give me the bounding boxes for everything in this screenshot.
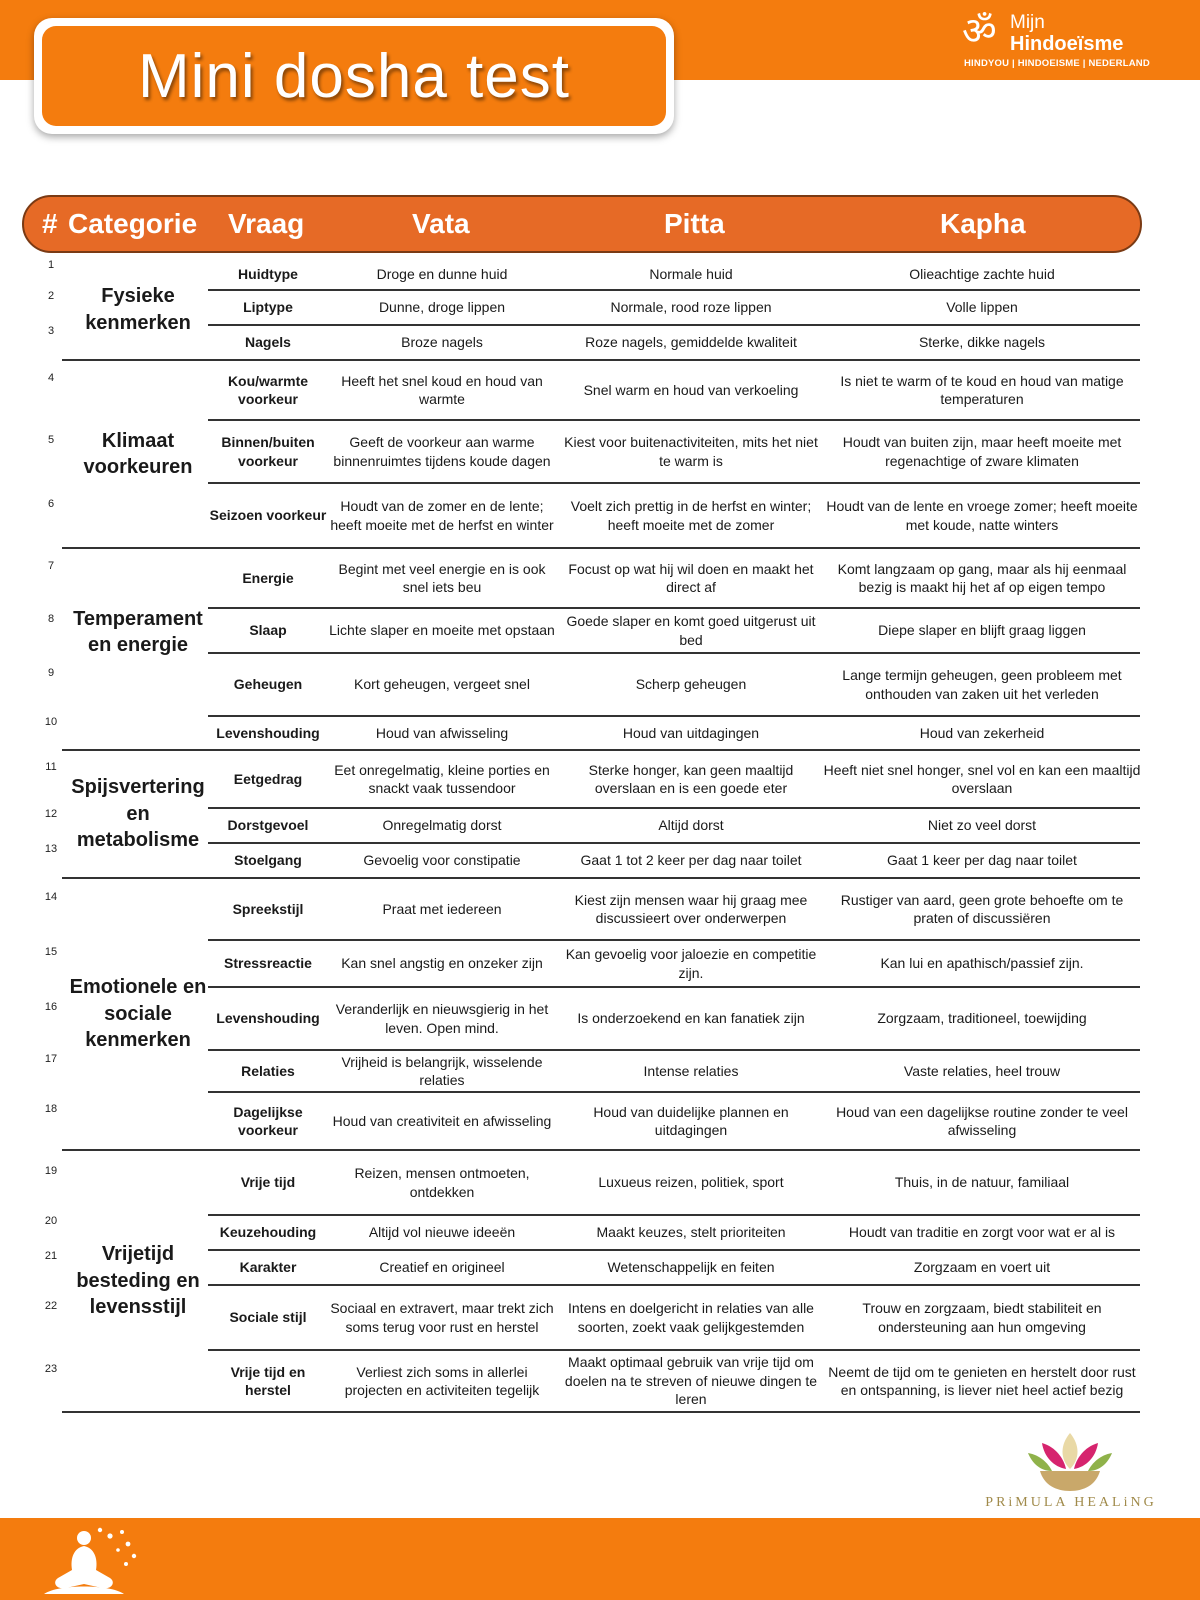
kapha-answer: Lange termijn geheugen, geen probleem met onthouden van zaken uit het verleden <box>842 667 1122 702</box>
question-label: Seizoen voorkeur <box>209 507 327 524</box>
vata-answer: Altijd vol nieuwe ideeën <box>368 1224 516 1241</box>
header-question: Vraag <box>228 208 305 239</box>
bottom-orange-band <box>0 1518 1200 1600</box>
brand-logo <box>962 10 1162 72</box>
header-number: # <box>42 208 58 239</box>
row-number: 20 <box>44 1215 58 1227</box>
kapha-answer: Rustiger van aard, geen grote behoefte om te praten of discussiëren <box>840 891 1124 926</box>
pitta-answer: Sterke honger, kan geen maaltijd overslaan en is een goede eter <box>588 761 794 796</box>
table-header <box>22 195 1142 253</box>
pitta-answer: Roze nagels, gemiddelde kwaliteit <box>585 334 797 351</box>
row-number: 10 <box>44 716 58 728</box>
pitta-answer: Maakt optimaal gebruik van vrije tijd om doelen na te streven of nieuwe dingen te leren <box>564 1354 818 1408</box>
vata-answer: Geeft de voorkeur aan warme binnenruimtes tijdens koude dagen <box>333 434 551 469</box>
category-label: Vrijetijd besteding en levensstijl <box>76 1243 200 1319</box>
kapha-answer: Houdt van de lente en vroege zomer; heeft moeite met koude, natte winters <box>826 498 1138 533</box>
row-number: 5 <box>47 434 55 446</box>
kapha-answer: Zorgzaam en voert uit <box>913 1259 1051 1276</box>
vata-answer: Lichte slaper en moeite met opstaan <box>329 622 555 639</box>
kapha-answer: Olieachtige zachte huid <box>909 266 1055 283</box>
vata-answer: Houd van afwisseling <box>375 724 509 741</box>
title-inner <box>42 26 666 126</box>
vata-answer: Vrijheid is belangrijk, wisselende relaties <box>341 1053 543 1088</box>
brand-subtitle: HINDYOU | HINDOEISME | NEDERLAND <box>964 58 1150 69</box>
row-number: 9 <box>47 667 55 679</box>
question-label: Stressreactie <box>224 955 312 972</box>
vata-answer: Creatief en origineel <box>379 1259 505 1276</box>
pitta-answer: Luxueus reizen, politiek, sport <box>598 1174 784 1191</box>
kapha-answer: Houd van zekerheid <box>919 724 1045 741</box>
question-label: Slaap <box>249 622 287 639</box>
page-title: Mini dosha test <box>138 41 570 111</box>
question-label: Liptype <box>243 299 293 316</box>
vata-answer: Kort geheugen, vergeet snel <box>354 676 530 693</box>
row-number: 13 <box>44 843 58 855</box>
pitta-answer: Altijd dorst <box>658 817 724 834</box>
pitta-answer: Normale, rood roze lippen <box>610 299 772 316</box>
question-label: Keuzehouding <box>219 1224 317 1241</box>
row-number: 2 <box>47 290 55 302</box>
pitta-answer: Houd van uitdagingen <box>622 724 760 741</box>
row-number: 1 <box>47 259 55 271</box>
question-label: Huidtype <box>238 266 298 283</box>
row-number: 16 <box>44 1001 58 1013</box>
question-label: Kou/warmte voorkeur <box>227 372 309 407</box>
category-label: Fysieke kenmerken <box>85 285 191 334</box>
header-category: Categorie <box>68 208 198 239</box>
pitta-answer: Focust op wat hij wil doen en maakt het direct af <box>568 560 814 595</box>
question-label: Geheugen <box>233 676 303 693</box>
pitta-answer: Intens en doelgericht in relaties van alle soorten, zoekt vaak gelijkgestemden <box>568 1300 814 1335</box>
vata-answer: Broze nagels <box>401 334 483 351</box>
pitta-answer: Houd van duidelijke plannen en uitdagingen <box>593 1103 789 1138</box>
vata-answer: Kan snel angstig en onzeker zijn <box>341 955 543 972</box>
row-number: 3 <box>47 325 55 337</box>
category-label: Spijsvertering en metabolisme <box>71 776 205 852</box>
pitta-answer: Gaat 1 tot 2 keer per dag naar toilet <box>580 852 802 869</box>
row-number: 21 <box>44 1250 58 1262</box>
question-label: Karakter <box>239 1259 297 1276</box>
vata-answer: Begint met veel energie en is ook snel iets beu <box>338 560 546 595</box>
pitta-answer: Scherp geheugen <box>635 676 747 693</box>
kapha-answer: Zorgzaam, traditioneel, toewijding <box>877 1010 1087 1027</box>
kapha-answer: Houd van een dagelijkse routine zonder te veel afwisseling <box>836 1103 1128 1138</box>
pitta-answer: Voelt zich prettig in de herfst en winter; heeft moeite met de zomer <box>570 498 812 533</box>
question-label: Spreekstijl <box>232 900 304 917</box>
kapha-answer: Niet zo veel dorst <box>927 817 1037 834</box>
kapha-answer: Volle lippen <box>946 299 1018 316</box>
category-label: Klimaat voorkeuren <box>83 429 193 478</box>
table-row <box>0 716 1200 750</box>
pitta-answer: Goede slaper en komt goed uitgerust uit bed <box>566 613 816 648</box>
question-label: Eetgedrag <box>233 770 303 787</box>
kapha-answer: Sterke, dikke nagels <box>918 334 1046 351</box>
vata-answer: Sociaal en extravert, maar trekt zich soms terug voor rust en herstel <box>330 1300 554 1335</box>
question-label: Dorstgevoel <box>227 817 309 834</box>
vata-answer: Houd van creativiteit en afwisseling <box>332 1112 552 1129</box>
category-label: Emotionele en sociale kenmerken <box>69 976 207 1052</box>
pitta-answer: Is onderzoekend en kan fanatiek zijn <box>577 1010 805 1027</box>
vata-answer: Praat met iedereen <box>382 900 502 917</box>
vata-answer: Droge en dunne huid <box>376 266 508 283</box>
kapha-answer: Heeft niet snel honger, snel vol en kan een maaltijd overslaan <box>823 761 1141 796</box>
om-icon: ॐ <box>962 11 997 53</box>
question-label: Levenshouding <box>216 1010 320 1027</box>
row-number: 8 <box>47 613 55 625</box>
question-label: Dagelijkse voorkeur <box>233 1103 303 1138</box>
row-number: 18 <box>44 1103 58 1115</box>
question-label: Stoelgang <box>234 852 302 869</box>
row-number: 22 <box>44 1300 58 1312</box>
vata-answer: Gevoelig voor constipatie <box>363 852 521 869</box>
question-label: Relaties <box>241 1062 295 1079</box>
brand-line-1: Mijn <box>1010 12 1045 33</box>
primula-healing-logo-text: PRiMULA HEALiNG <box>985 1495 1157 1510</box>
pitta-answer: Wetenschappelijk en feiten <box>607 1259 775 1276</box>
kapha-answer: Houdt van buiten zijn, maar heeft moeite met regenachtige of zware klimaten <box>842 434 1122 469</box>
vata-answer: Heeft het snel koud en houd van warmte <box>341 372 543 407</box>
question-label: Energie <box>242 569 294 586</box>
question-label: Vrije tijd en herstel <box>230 1363 306 1398</box>
kapha-answer: Trouw en zorgzaam, biedt stabiliteit en ondersteuning aan hun omgeving <box>862 1300 1102 1335</box>
kapha-answer: Kan lui en apathisch/passief zijn. <box>880 955 1084 972</box>
vata-answer: Houdt van de zomer en de lente; heeft moeite met de herfst en winter <box>330 498 554 533</box>
category-label: Temperament en energie <box>73 607 203 656</box>
header-vata: Vata <box>412 208 470 239</box>
kapha-answer: Vaste relaties, heel trouw <box>903 1062 1061 1079</box>
pitta-answer: Maakt keuzes, stelt prioriteiten <box>596 1224 786 1241</box>
vata-answer: Verliest zich soms in allerlei projecten en activiteiten tegelijk <box>344 1363 540 1398</box>
kapha-answer: Komt langzaam op gang, maar als hij eenmaal bezig is maakt hij het af op eigen tempo <box>837 560 1127 595</box>
vata-answer: Reizen, mensen ontmoeten, ontdekken <box>354 1165 530 1200</box>
row-divider <box>62 1411 1140 1413</box>
kapha-answer: Is niet te warm of te koud en houd van matige temperaturen <box>840 372 1124 407</box>
kapha-answer: Houdt van traditie en zorgt voor wat er al is <box>848 1224 1116 1241</box>
row-number: 15 <box>44 946 58 958</box>
meditation-figure-icon <box>38 1522 148 1598</box>
question-label: Sociale stijl <box>229 1309 307 1326</box>
row-number: 6 <box>47 498 55 510</box>
pitta-answer: Intense relaties <box>643 1062 739 1079</box>
row-number: 11 <box>45 761 57 773</box>
kapha-answer: Diepe slaper en blijft graag liggen <box>878 622 1086 639</box>
vata-answer: Eet onregelmatig, kleine porties en snackt vaak tussendoor <box>334 761 550 796</box>
kapha-answer: Neemt de tijd om te genieten en herstelt door rust en ontspanning, is liever niet heel actief bezig <box>828 1363 1136 1398</box>
pitta-answer: Snel warm en houd van verkoeling <box>583 381 799 398</box>
title-box <box>34 18 674 134</box>
brand-line-2: Hindoeïsme <box>1010 33 1124 55</box>
question-label: Levenshouding <box>216 724 320 741</box>
row-number: 17 <box>44 1053 58 1065</box>
vata-answer: Veranderlijk en nieuwsgierig in het leven. Open mind. <box>335 1001 549 1036</box>
pitta-answer: Kiest zijn mensen waar hij graag mee discussieert over onderwerpen <box>574 891 808 926</box>
row-number: 19 <box>44 1165 58 1177</box>
question-label: Nagels <box>245 334 291 351</box>
question-label: Vrije tijd <box>240 1174 296 1191</box>
vata-answer: Dunne, droge lippen <box>378 299 506 316</box>
row-number: 12 <box>44 808 58 820</box>
row-number: 23 <box>44 1363 58 1375</box>
header-kapha: Kapha <box>940 208 1026 239</box>
lotus-logo-icon <box>1020 1425 1120 1495</box>
pitta-answer: Normale huid <box>649 266 733 283</box>
header-pitta: Pitta <box>664 208 725 239</box>
kapha-answer: Thuis, in de natuur, familiaal <box>894 1174 1070 1191</box>
kapha-answer: Gaat 1 keer per dag naar toilet <box>887 852 1077 869</box>
vata-answer: Onregelmatig dorst <box>382 817 502 834</box>
row-number: 4 <box>47 372 55 384</box>
pitta-answer: Kiest voor buitenactiviteiten, mits het niet te warm is <box>564 434 818 469</box>
row-number: 14 <box>44 891 58 903</box>
pitta-answer: Kan gevoelig voor jaloezie en competitie zijn. <box>565 946 817 981</box>
row-number: 7 <box>47 560 55 572</box>
question-label: Binnen/buiten voorkeur <box>221 434 315 469</box>
